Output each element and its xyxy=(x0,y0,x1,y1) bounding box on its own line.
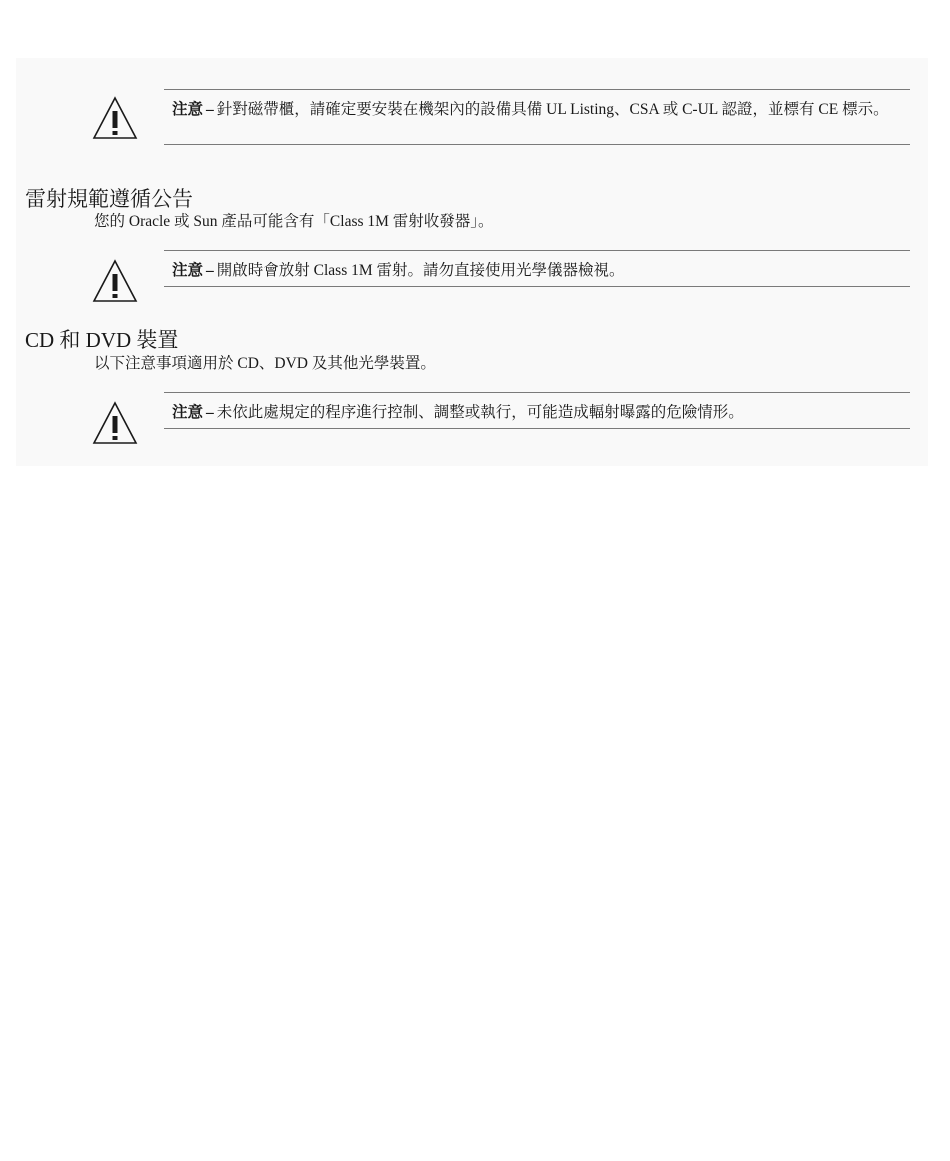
warning-triangle-icon xyxy=(92,259,138,303)
caution-text: 針對磁帶櫃，請確定要安裝在機架內的設備具備 UL Listing、CSA 或 C-UL 認證，並標有 CE 標示。 xyxy=(216,101,889,118)
caution-notice-tape xyxy=(164,89,910,145)
section-heading-cd-dvd: CD 和 DVD 裝置 xyxy=(25,328,179,352)
caution-notice-laser xyxy=(164,250,910,287)
caution-text: 未依此處規定的程序進行控制、調整或執行，可能造成輻射曝露的危險情形。 xyxy=(216,404,744,421)
section-heading-laser: 雷射規範遵循公告 xyxy=(25,187,193,211)
warning-triangle-icon xyxy=(92,96,138,140)
caution-dash: – xyxy=(206,404,214,421)
section-intro-cd-dvd: 以下注意事項適用於 CD、DVD 及其他光學裝置。 xyxy=(94,355,436,372)
warning-triangle-icon xyxy=(92,401,138,445)
caution-label: 注意 xyxy=(172,262,204,279)
caution-label: 注意 xyxy=(172,101,204,118)
caution-text: 開啟時會放射 Class 1M 雷射。請勿直接使用光學儀器檢視。 xyxy=(216,262,625,279)
caution-notice-optical xyxy=(164,392,910,429)
caution-dash: – xyxy=(206,262,214,279)
caution-dash: – xyxy=(206,101,214,118)
caution-label: 注意 xyxy=(172,404,204,421)
section-intro-laser: 您的 Oracle 或 Sun 產品可能含有「Class 1M 雷射收發器」。 xyxy=(94,213,494,230)
